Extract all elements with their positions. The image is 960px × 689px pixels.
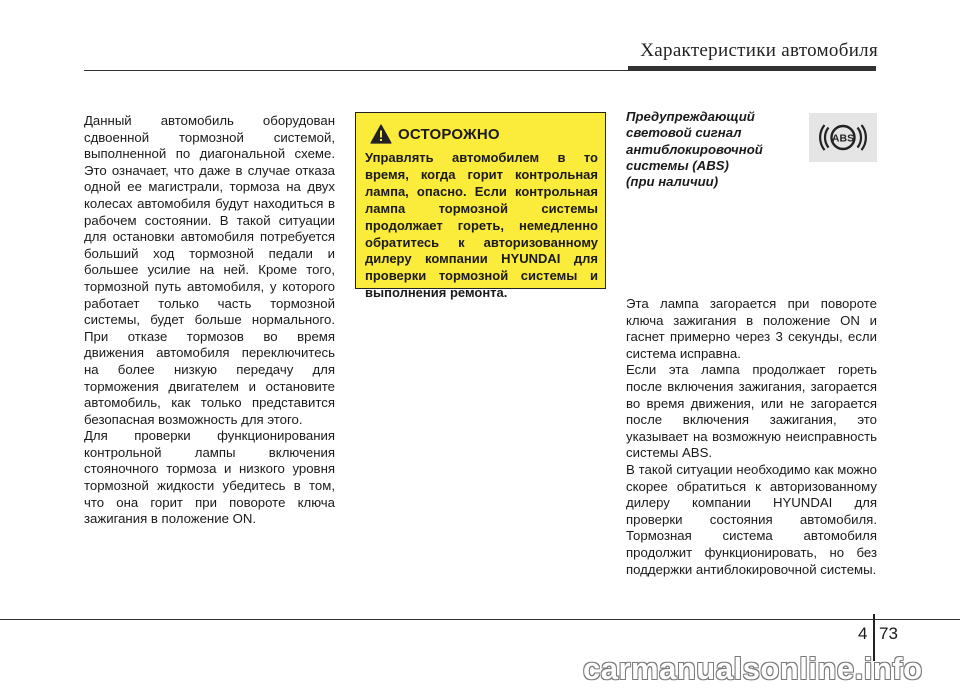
- caution-heading: [370, 124, 500, 144]
- left-paragraph-2: Для проверки функционирования контрольной лампы включения стояночного тормоза и низкого уровня тормозной жидкости убедитесь в том, что она горит при повороте ключа зажигания в положение ON.: [84, 428, 335, 527]
- abs-title-line: (при наличии): [626, 174, 719, 190]
- page-number: 73: [879, 624, 898, 643]
- warning-triangle-icon: [370, 124, 392, 144]
- caution-title: ОСТОРОЖНО: [398, 125, 500, 143]
- chapter-number: 4: [858, 624, 868, 643]
- watermark: carmanualsonline.info: [583, 651, 923, 686]
- abs-title-line: антиблокировочной: [626, 141, 763, 157]
- right-paragraph-1: Эта лампа загорается при повороте ключа зажигания в положение ON и гаснет примерно через 3 секунды, если система исправна.: [626, 296, 877, 361]
- abs-title-line: Предупреждающий: [626, 109, 755, 124]
- right-column: [626, 296, 877, 578]
- header-rule-thin: [84, 70, 632, 71]
- abs-title-line: системы (ABS): [626, 157, 729, 173]
- footer-rule: [0, 619, 960, 620]
- caution-box: [355, 112, 606, 301]
- abs-icon-label: ABS: [831, 132, 855, 145]
- abs-indicator-title: [626, 109, 806, 190]
- header-rule-thick: [628, 66, 876, 71]
- left-paragraph-1: Данный автомобиль оборудован сдвоенной тормозной системой, выполненной по диагональной схеме. Это означает, что даже в случае отказа одной ее магистрали, тормоза на двух колесах автомобиля будут находиться в рабочем состоянии. В такой ситуации для остановки автомобиля потребуется больший ход тормозной педали и большее усилие на ней. Кроме того, тормозной путь автомобиля, у которого работает только часть тормозной системы, будет больше нормального. При отказе тормозов во время движения автомобиля переключитесь на более низкую передачу для торможения двигателем и остановите автомобиль, как только представится безопасная возможность для этого.: [84, 113, 335, 427]
- header-title: Характеристики автомобиля: [640, 40, 878, 61]
- right-paragraph-2: Если эта лампа продолжает гореть после включения зажигания, загорается во время движения, или не загорается после включения зажигания, это указывает на возможную неисправность системы ABS.: [626, 362, 877, 461]
- caution-text: Управлять автомобилем в то время, когда горит контрольная лампа, опасно. Если контрольная лампа тормозной системы продолжает гореть, немедленно обратитесь к авторизованному дилеру компании HYUNDAI для проверки тормозной системы и выполнения ремонта.: [365, 150, 598, 301]
- abs-warning-icon: [809, 113, 877, 162]
- abs-icon-box: [809, 113, 877, 162]
- abs-title-line: световой сигнал: [626, 125, 742, 141]
- right-paragraph-3: В такой ситуации необходимо как можно скорее обратиться к авторизованному дилеру компании HYUNDAI для проверки состояния автомобиля. Тормозная система автомобиля продолжит функционировать, но без поддержки антиблокировочной системы.: [626, 461, 877, 577]
- left-column: [84, 113, 335, 528]
